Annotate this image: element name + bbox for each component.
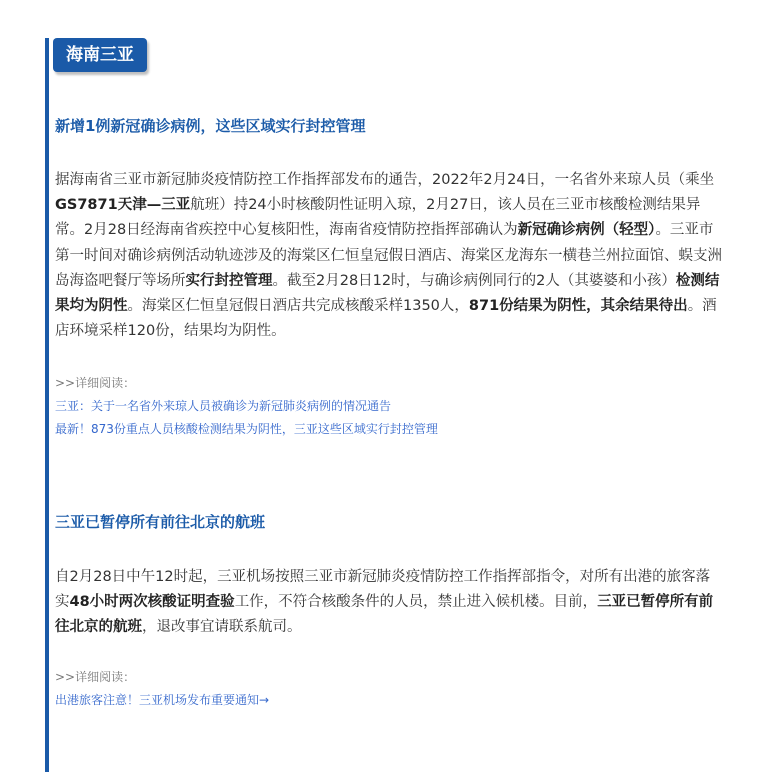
article-1 xyxy=(55,116,723,441)
article-1-read-more xyxy=(55,372,723,441)
text-run: 。酒店环境采样120份，结果均为阴性。 xyxy=(55,298,717,340)
read-more-link-1[interactable]: 三亚：关于一名省外来琼人员被确诊为新冠肺炎病例的情况通告 xyxy=(55,399,392,414)
lockdown-text: 实行封控管理 xyxy=(185,272,273,289)
article-2-body xyxy=(55,565,723,641)
read-more-label: >>详细阅读： xyxy=(55,376,136,391)
article-1-body xyxy=(55,168,723,344)
article-2-read-more xyxy=(55,666,723,712)
sample-results: 871份结果为阴性，其余结果待出 xyxy=(468,298,688,315)
article-1-headline: 新增1例新冠确诊病例，这些区域实行封控管理 xyxy=(55,117,366,135)
text-run: 工作，不符合核酸条件的人员，禁止进入候机楼。目前， xyxy=(234,594,598,611)
read-more-label: >>详细阅读： xyxy=(55,669,136,684)
text-run: 。海棠区仁恒皇冠假日酒店共完成核酸采样1350人， xyxy=(127,298,469,315)
test-check-text: 48小时两次核酸证明查验 xyxy=(69,594,235,611)
read-more-link-3[interactable]: 出港旅客注意！三亚机场发布重要通知→ xyxy=(55,692,270,707)
case-type: 新冠确诊病例（轻型） xyxy=(517,222,656,239)
region-tag: 海南三亚 xyxy=(53,38,147,72)
flight-number: GS7871天津—三亚 xyxy=(55,197,191,214)
article-2-headline: 三亚已暂停所有前往北京的航班 xyxy=(55,513,266,531)
text-run: 据海南省三亚市新冠肺炎疫情防控工作指挥部发布的通告，2022年2月24日，一名省外来琼人员（乘坐 xyxy=(55,172,715,188)
negative-result: 检测结果均为阴性 xyxy=(55,272,720,315)
text-run: 航班）持24小时核酸阴性证明入琼，2月27日，该人员在三亚市核酸检测结果异常。2月28日经海南省疾控中心复核阳性，海南省疫情防控指挥部确认为 xyxy=(55,197,701,239)
text-run: 。三亚市第一时间对确诊病例活动轨迹涉及的海棠区仁恒皇冠假日酒店、海棠区龙海东一横巷兰州拉面馆、蜈支洲岛海盗吧餐厅等场所 xyxy=(55,222,722,289)
section-accent-bar xyxy=(45,38,49,772)
article-2 xyxy=(55,512,723,712)
text-run: 。截至2月28日12时，与确诊病例同行的2人（其婆婆和小孩） xyxy=(272,272,676,289)
read-more-link-2[interactable]: 最新！873份重点人员核酸检测结果为阴性，三亚这些区域实行封控管理 xyxy=(55,422,438,437)
text-run: ，退改事宜请联系航司。 xyxy=(142,619,302,636)
flight-suspension-text: 三亚已暂停所有前往北京的航班 xyxy=(55,594,714,636)
text-run: 自2月28日中午12时起，三亚机场按照三亚市新冠肺炎疫情防控工作指挥部指令，对所有出港的旅客落实 xyxy=(55,569,711,611)
